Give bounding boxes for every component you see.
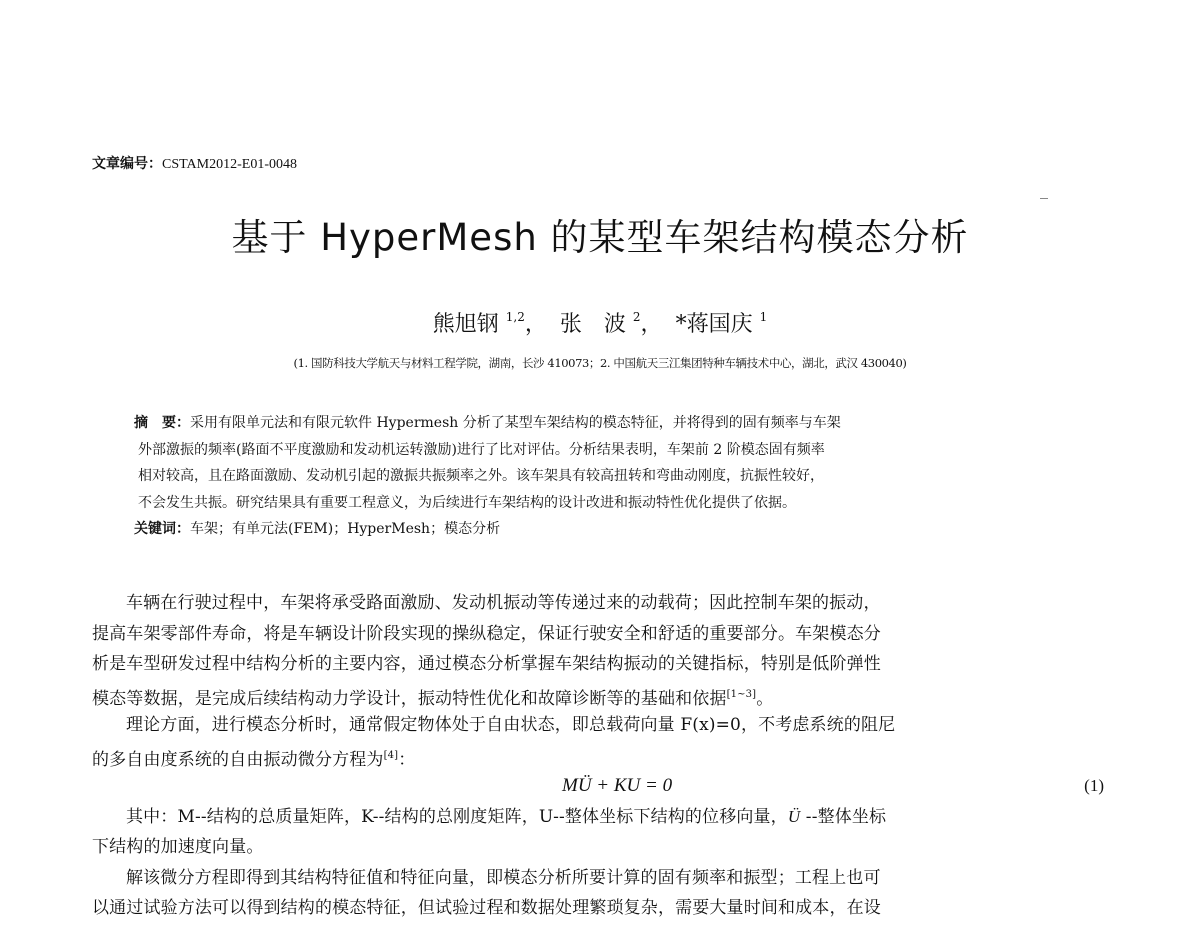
author-name: *蒋国庆 [675,312,753,337]
abstract-line: 相对较高，且在路面激励、发动机引起的激振共振频率之外。该车架具有较高扭转和弯曲动刚度，抗振性较好， [138,468,824,484]
body-text-run: 模态等数据，是完成后续结构动力学设计，振动特性优化和故障诊断等的基础和依据 [92,688,727,709]
abstract-text: 采用有限单元法和有限元软件 Hypermesh 分析了某型车架结构的模态特征，并将得到的固有频率与车架 [190,415,841,431]
punctuation: ： [398,749,416,770]
body-text-run: 其中：M--结构的总质量矩阵，K--结构的总刚度矩阵，U--整体坐标下结构的位移向量， [126,806,788,827]
abstract-line: 不会发生共振。研究结果具有重要工程意义，为后续进行车架结构的设计改进和振动特性优化提供了依据。 [138,494,796,511]
body-text [92,588,1104,924]
author-name: 张 波 [559,312,626,337]
equation-row [92,771,1104,802]
abstract-line [134,410,1069,437]
body-line: 理论方面，进行模态分析时，通常假定物体处于自由状态，即总载荷向量 F(x)=0，不考虑系统的阻尼 [126,715,896,735]
author-separator: ， [640,312,663,337]
author-list [0,300,1200,342]
citation-ref: [1~3] [726,688,757,700]
body-line: 析是车型研发过程中结构分析的主要内容，通过模态分析掌握车架结构振动的关键指标，特别是低阶弹性 [92,654,881,674]
abstract [134,410,1069,543]
author-affiliation-mark: 1 [759,310,768,324]
body-line: 以通过试验方法可以得到结构的模态特征，但试验过程和数据处理繁琐复杂，需要大量时间和成本，在设 [92,898,881,918]
abstract-label: 摘 要： [134,415,190,431]
affiliation: (1. 国防科技大学航天与材料工程学院，湖南，长沙 410073；2. 中国航天三江集团特种车辆技术中心，湖北，武汉 430040) [293,356,907,370]
equation: MÜ + KU = 0 [562,775,673,796]
acceleration-symbol: Ü [787,806,801,826]
abstract-line: 外部激振的频率(路面不平度激励和发动机运转激励)进行了比对评估。分析结果表明，车架前 2 阶模态固有频率 [138,441,825,458]
paper-title: 基于 HyperMesh 的某型车架结构模态分析 [231,216,969,259]
body-line [92,802,1104,833]
author-affiliation-mark: 1,2 [505,310,525,324]
body-line: 解该微分方程即得到其结构特征值和特征向量，即模态分析所要计算的固有频率和振型；工程上也可 [126,867,881,888]
article-id-value: CSTAM2012-E01-0048 [162,157,297,172]
author-affiliation-mark: 2 [632,310,641,324]
article-id [92,153,297,173]
body-line: 下结构的加速度向量。 [92,837,264,857]
body-line: 车辆在行驶过程中，车架将承受路面激励、发动机振动等传递过来的动载荷；因此控制车架的振动， [126,593,881,613]
equation-number: (1) [1084,776,1104,795]
keywords-text: 车架；有单元法(FEM)；HyperMesh；模态分析 [190,521,501,537]
body-text-run: 的多自由度系统的自由振动微分方程为 [92,749,384,770]
punctuation: 。 [756,688,774,709]
article-id-label: 文章编号： [92,156,162,172]
scan-mark [1040,198,1048,199]
author-name: 熊旭钢 [432,312,499,337]
body-text-run: --整体坐标 [800,806,887,827]
author-separator: ， [524,312,547,337]
body-line [92,680,1104,711]
body-line [92,741,1104,772]
keywords-label: 关键词： [134,521,190,537]
citation-ref: [4] [383,749,399,761]
keywords-line [134,516,1069,543]
body-line: 提高车架零部件寿命，将是车辆设计阶段实现的操纵稳定，保证行驶安全和舒适的重要部分。车架模态分 [92,623,881,644]
